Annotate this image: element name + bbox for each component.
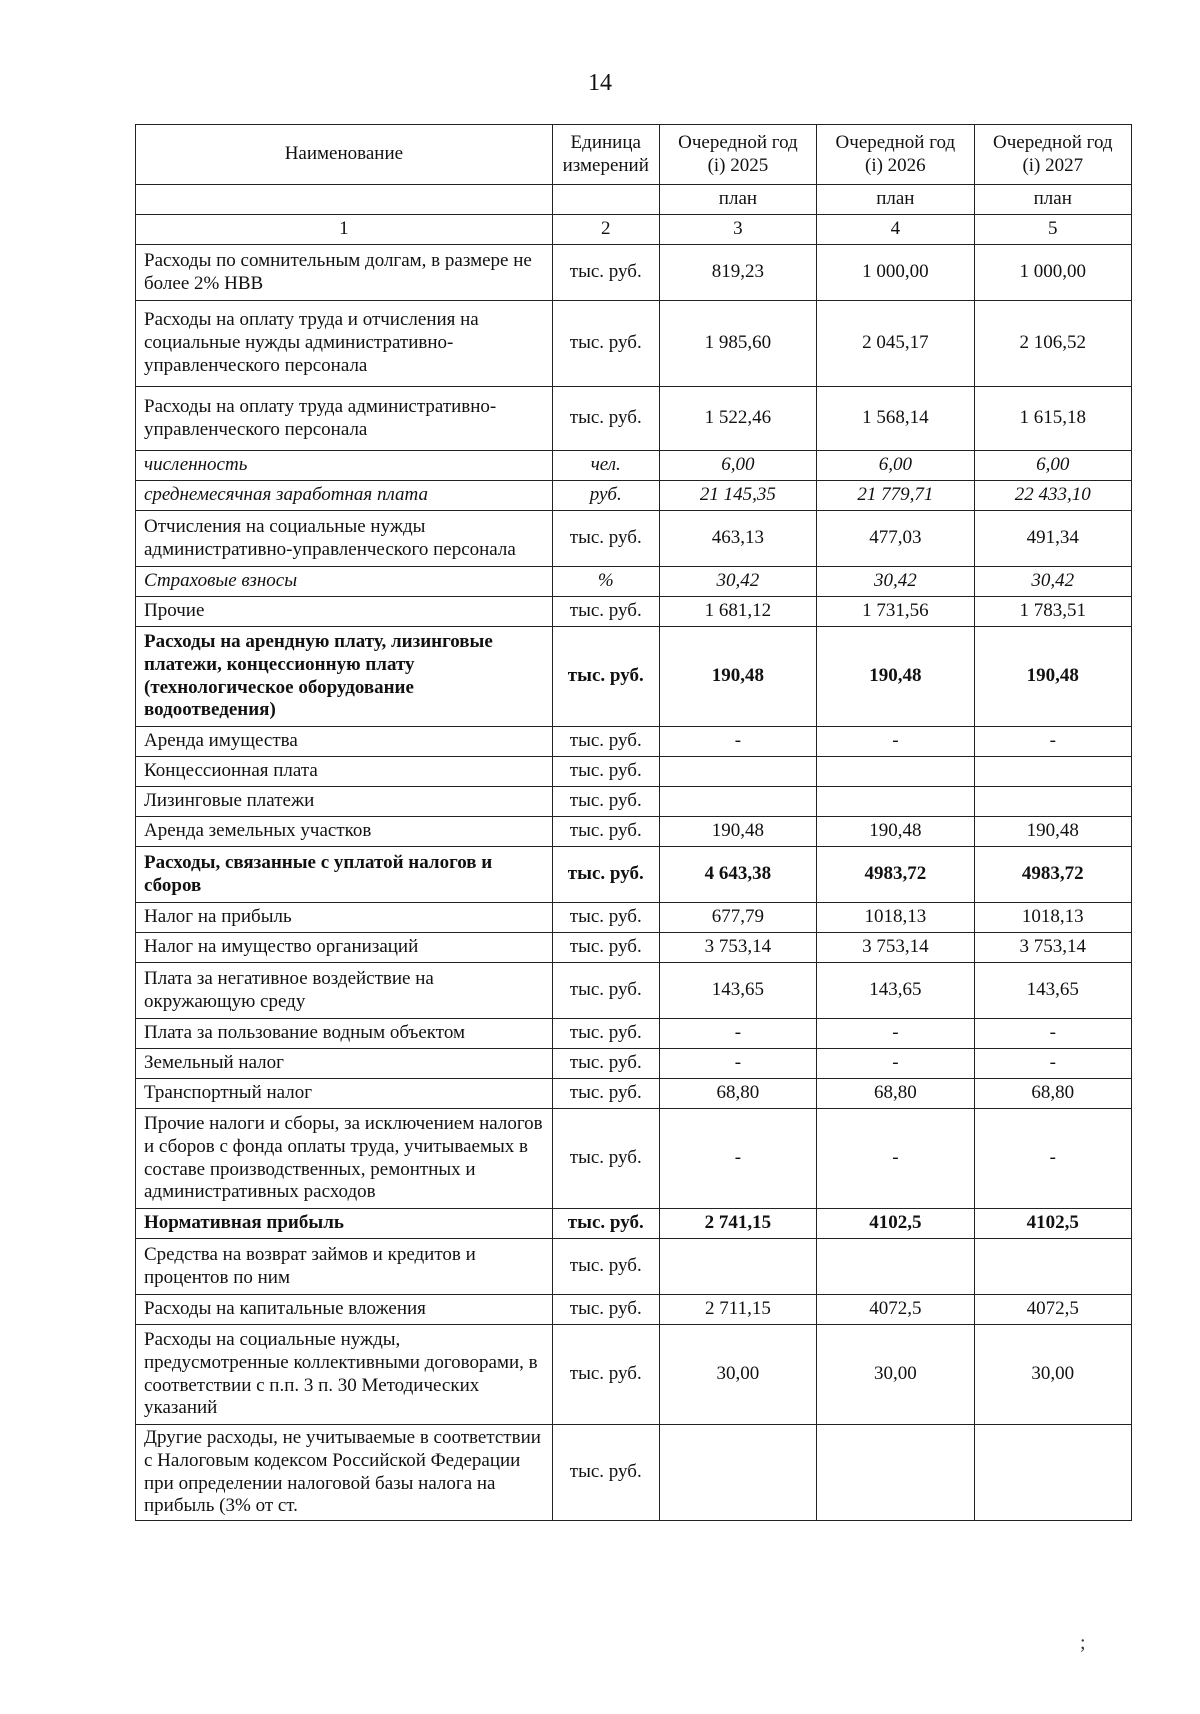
plan-cell: план xyxy=(974,185,1131,215)
index-cell: 5 xyxy=(974,215,1131,245)
expenses-table xyxy=(135,124,1132,1521)
row-unit-cell: тыс. руб. xyxy=(552,1239,659,1295)
row-value-2026: 477,03 xyxy=(817,511,974,567)
table-row xyxy=(136,963,1132,1019)
table-row xyxy=(136,1425,1132,1521)
row-name-cell: Расходы на капитальные вложения xyxy=(136,1295,553,1325)
row-value-2026: - xyxy=(817,727,974,757)
row-value-2025: 463,13 xyxy=(659,511,816,567)
plan-cell: план xyxy=(659,185,816,215)
row-value-2027: 3 753,14 xyxy=(974,933,1131,963)
table-row xyxy=(136,1239,1132,1295)
table-row xyxy=(136,511,1132,567)
row-value-2026: 4983,72 xyxy=(817,847,974,903)
table-row xyxy=(136,301,1132,387)
table-row xyxy=(136,757,1132,787)
row-unit-cell: тыс. руб. xyxy=(552,933,659,963)
header-unit: Единица измерений xyxy=(552,125,659,185)
row-value-2026: 3 753,14 xyxy=(817,933,974,963)
row-unit-cell: тыс. руб. xyxy=(552,511,659,567)
row-unit-cell: тыс. руб. xyxy=(552,727,659,757)
row-value-2025: 190,48 xyxy=(659,817,816,847)
table-row xyxy=(136,933,1132,963)
row-unit-cell: % xyxy=(552,567,659,597)
row-value-2025: 143,65 xyxy=(659,963,816,1019)
table-row xyxy=(136,727,1132,757)
row-name-cell: Расходы, связанные с уплатой налогов и сборов xyxy=(136,847,553,903)
row-name-cell: Расходы на социальные нужды, предусмотренные коллективными договорами, в соответствии с п.п. 3 п. 30 Методических указаний xyxy=(136,1325,553,1425)
row-unit-cell: тыс. руб. xyxy=(552,1325,659,1425)
row-value-2026: 68,80 xyxy=(817,1079,974,1109)
table-row xyxy=(136,245,1132,301)
header-row xyxy=(136,125,1132,185)
row-name-cell: Отчисления на социальные нужды административно-управленческого персонала xyxy=(136,511,553,567)
row-value-2025: 1 681,12 xyxy=(659,597,816,627)
row-name-cell: Земельный налог xyxy=(136,1049,553,1079)
row-unit-cell: тыс. руб. xyxy=(552,817,659,847)
row-value-2027: 22 433,10 xyxy=(974,481,1131,511)
row-value-2025: - xyxy=(659,1109,816,1209)
plan-cell: план xyxy=(817,185,974,215)
row-value-2026 xyxy=(817,757,974,787)
row-value-2026: 4102,5 xyxy=(817,1209,974,1239)
header-year-2027: Очередной год (i) 2027 xyxy=(974,125,1131,185)
row-value-2027: 68,80 xyxy=(974,1079,1131,1109)
row-value-2027: 30,42 xyxy=(974,567,1131,597)
row-unit-cell: тыс. руб. xyxy=(552,787,659,817)
row-value-2026: - xyxy=(817,1109,974,1209)
row-value-2025: 30,00 xyxy=(659,1325,816,1425)
row-unit-cell: тыс. руб. xyxy=(552,387,659,451)
row-name-cell: Налог на прибыль xyxy=(136,903,553,933)
row-value-2025 xyxy=(659,1425,816,1521)
row-value-2025: - xyxy=(659,727,816,757)
row-name-cell: Прочие xyxy=(136,597,553,627)
row-value-2026: 1 000,00 xyxy=(817,245,974,301)
row-value-2025: - xyxy=(659,1049,816,1079)
row-value-2027: - xyxy=(974,1109,1131,1209)
row-value-2027: 30,00 xyxy=(974,1325,1131,1425)
row-value-2026 xyxy=(817,1425,974,1521)
table-row xyxy=(136,451,1132,481)
table-row xyxy=(136,787,1132,817)
table-row xyxy=(136,1109,1132,1209)
row-value-2026 xyxy=(817,1239,974,1295)
row-value-2025: 6,00 xyxy=(659,451,816,481)
table-row xyxy=(136,817,1132,847)
row-unit-cell: тыс. руб. xyxy=(552,627,659,727)
row-value-2027: 4983,72 xyxy=(974,847,1131,903)
row-value-2025: 819,23 xyxy=(659,245,816,301)
index-cell: 2 xyxy=(552,215,659,245)
table-row xyxy=(136,1019,1132,1049)
row-value-2025: 21 145,35 xyxy=(659,481,816,511)
plan-cell xyxy=(136,185,553,215)
row-value-2027: 6,00 xyxy=(974,451,1131,481)
row-name-cell: Плата за пользование водным объектом xyxy=(136,1019,553,1049)
row-name-cell: Плата за негативное воздействие на окружающую среду xyxy=(136,963,553,1019)
row-value-2025 xyxy=(659,787,816,817)
row-value-2026: 190,48 xyxy=(817,627,974,727)
row-value-2026: 30,42 xyxy=(817,567,974,597)
row-value-2026 xyxy=(817,787,974,817)
row-name-cell: Концессионная плата xyxy=(136,757,553,787)
row-value-2027: 1018,13 xyxy=(974,903,1131,933)
index-row xyxy=(136,215,1132,245)
row-value-2025: 4 643,38 xyxy=(659,847,816,903)
row-name-cell: Расходы на оплату труда и отчисления на социальные нужды административно-управленческого персонала xyxy=(136,301,553,387)
row-name-cell: Другие расходы, не учитываемые в соответствии с Налоговым кодексом Российской Федерации при определении налоговой базы налога на прибыль (3% от ст. xyxy=(136,1425,553,1521)
row-value-2025: 68,80 xyxy=(659,1079,816,1109)
row-value-2026: 1018,13 xyxy=(817,903,974,933)
row-value-2025 xyxy=(659,1239,816,1295)
row-value-2026: 21 779,71 xyxy=(817,481,974,511)
plan-row xyxy=(136,185,1132,215)
row-name-cell: Расходы по сомнительным долгам, в размере не более 2% НВВ xyxy=(136,245,553,301)
table-row xyxy=(136,847,1132,903)
row-value-2027: - xyxy=(974,1019,1131,1049)
row-unit-cell: руб. xyxy=(552,481,659,511)
table-row xyxy=(136,1295,1132,1325)
row-value-2027: 4102,5 xyxy=(974,1209,1131,1239)
index-cell: 1 xyxy=(136,215,553,245)
row-value-2027: 491,34 xyxy=(974,511,1131,567)
table-row xyxy=(136,1079,1132,1109)
row-value-2027: 4072,5 xyxy=(974,1295,1131,1325)
table-row xyxy=(136,1209,1132,1239)
row-name-cell: Аренда земельных участков xyxy=(136,817,553,847)
row-value-2027: 2 106,52 xyxy=(974,301,1131,387)
row-value-2026: 30,00 xyxy=(817,1325,974,1425)
page-number: 14 xyxy=(588,70,612,96)
row-value-2026: 1 731,56 xyxy=(817,597,974,627)
row-value-2026: 6,00 xyxy=(817,451,974,481)
row-unit-cell: тыс. руб. xyxy=(552,1049,659,1079)
index-cell: 3 xyxy=(659,215,816,245)
row-unit-cell: чел. xyxy=(552,451,659,481)
row-value-2027: 1 000,00 xyxy=(974,245,1131,301)
table-row xyxy=(136,387,1132,451)
row-name-cell: Расходы на оплату труда административно-управленческого персонала xyxy=(136,387,553,451)
row-value-2027: - xyxy=(974,727,1131,757)
row-name-cell: Расходы на арендную плату, лизинговые платежи, концессионную плату (технологическое оборудование водоотведения) xyxy=(136,627,553,727)
row-name-cell: Страховые взносы xyxy=(136,567,553,597)
row-unit-cell: тыс. руб. xyxy=(552,847,659,903)
header-name: Наименование xyxy=(136,125,553,185)
row-value-2026: - xyxy=(817,1019,974,1049)
row-value-2027 xyxy=(974,787,1131,817)
row-value-2027: 143,65 xyxy=(974,963,1131,1019)
table-row xyxy=(136,567,1132,597)
row-value-2025: 677,79 xyxy=(659,903,816,933)
row-value-2025: - xyxy=(659,1019,816,1049)
row-value-2027: 1 615,18 xyxy=(974,387,1131,451)
table-row xyxy=(136,1049,1132,1079)
row-name-cell: Аренда имущества xyxy=(136,727,553,757)
row-name-cell: Лизинговые платежи xyxy=(136,787,553,817)
row-name-cell: численность xyxy=(136,451,553,481)
table-row xyxy=(136,597,1132,627)
footer-mark: ; xyxy=(1080,1632,1086,1654)
table-row xyxy=(136,481,1132,511)
row-unit-cell: тыс. руб. xyxy=(552,597,659,627)
row-name-cell: Нормативная прибыль xyxy=(136,1209,553,1239)
row-unit-cell: тыс. руб. xyxy=(552,1079,659,1109)
row-value-2027: 1 783,51 xyxy=(974,597,1131,627)
row-value-2025: 190,48 xyxy=(659,627,816,727)
row-name-cell: Транспортный налог xyxy=(136,1079,553,1109)
row-value-2026: 2 045,17 xyxy=(817,301,974,387)
row-unit-cell: тыс. руб. xyxy=(552,1295,659,1325)
row-name-cell: среднемесячная заработная плата xyxy=(136,481,553,511)
row-unit-cell: тыс. руб. xyxy=(552,245,659,301)
row-value-2025: 2 711,15 xyxy=(659,1295,816,1325)
row-value-2026: 4072,5 xyxy=(817,1295,974,1325)
row-value-2026: 143,65 xyxy=(817,963,974,1019)
row-unit-cell: тыс. руб. xyxy=(552,301,659,387)
table-row xyxy=(136,1325,1132,1425)
row-value-2027: 190,48 xyxy=(974,627,1131,727)
row-value-2027 xyxy=(974,757,1131,787)
row-unit-cell: тыс. руб. xyxy=(552,963,659,1019)
row-value-2027: 190,48 xyxy=(974,817,1131,847)
row-value-2025: 30,42 xyxy=(659,567,816,597)
header-year-2025: Очередной год (i) 2025 xyxy=(659,125,816,185)
row-value-2025 xyxy=(659,757,816,787)
row-value-2027: - xyxy=(974,1049,1131,1079)
table-row xyxy=(136,903,1132,933)
index-cell: 4 xyxy=(817,215,974,245)
row-name-cell: Средства на возврат займов и кредитов и процентов по ним xyxy=(136,1239,553,1295)
row-value-2027 xyxy=(974,1239,1131,1295)
row-value-2025: 3 753,14 xyxy=(659,933,816,963)
row-unit-cell: тыс. руб. xyxy=(552,903,659,933)
header-year-2026: Очередной год (i) 2026 xyxy=(817,125,974,185)
row-value-2027 xyxy=(974,1425,1131,1521)
row-value-2026: 1 568,14 xyxy=(817,387,974,451)
row-value-2026: 190,48 xyxy=(817,817,974,847)
table-row xyxy=(136,627,1132,727)
row-unit-cell: тыс. руб. xyxy=(552,1425,659,1521)
row-value-2025: 1 522,46 xyxy=(659,387,816,451)
row-unit-cell: тыс. руб. xyxy=(552,1109,659,1209)
row-unit-cell: тыс. руб. xyxy=(552,1209,659,1239)
plan-cell xyxy=(552,185,659,215)
row-name-cell: Прочие налоги и сборы, за исключением налогов и сборов с фонда оплаты труда, учитываемых в составе производственных, ремонтных и административных расходов xyxy=(136,1109,553,1209)
row-value-2026: - xyxy=(817,1049,974,1079)
row-value-2025: 1 985,60 xyxy=(659,301,816,387)
row-unit-cell: тыс. руб. xyxy=(552,1019,659,1049)
row-name-cell: Налог на имущество организаций xyxy=(136,933,553,963)
row-value-2025: 2 741,15 xyxy=(659,1209,816,1239)
row-unit-cell: тыс. руб. xyxy=(552,757,659,787)
